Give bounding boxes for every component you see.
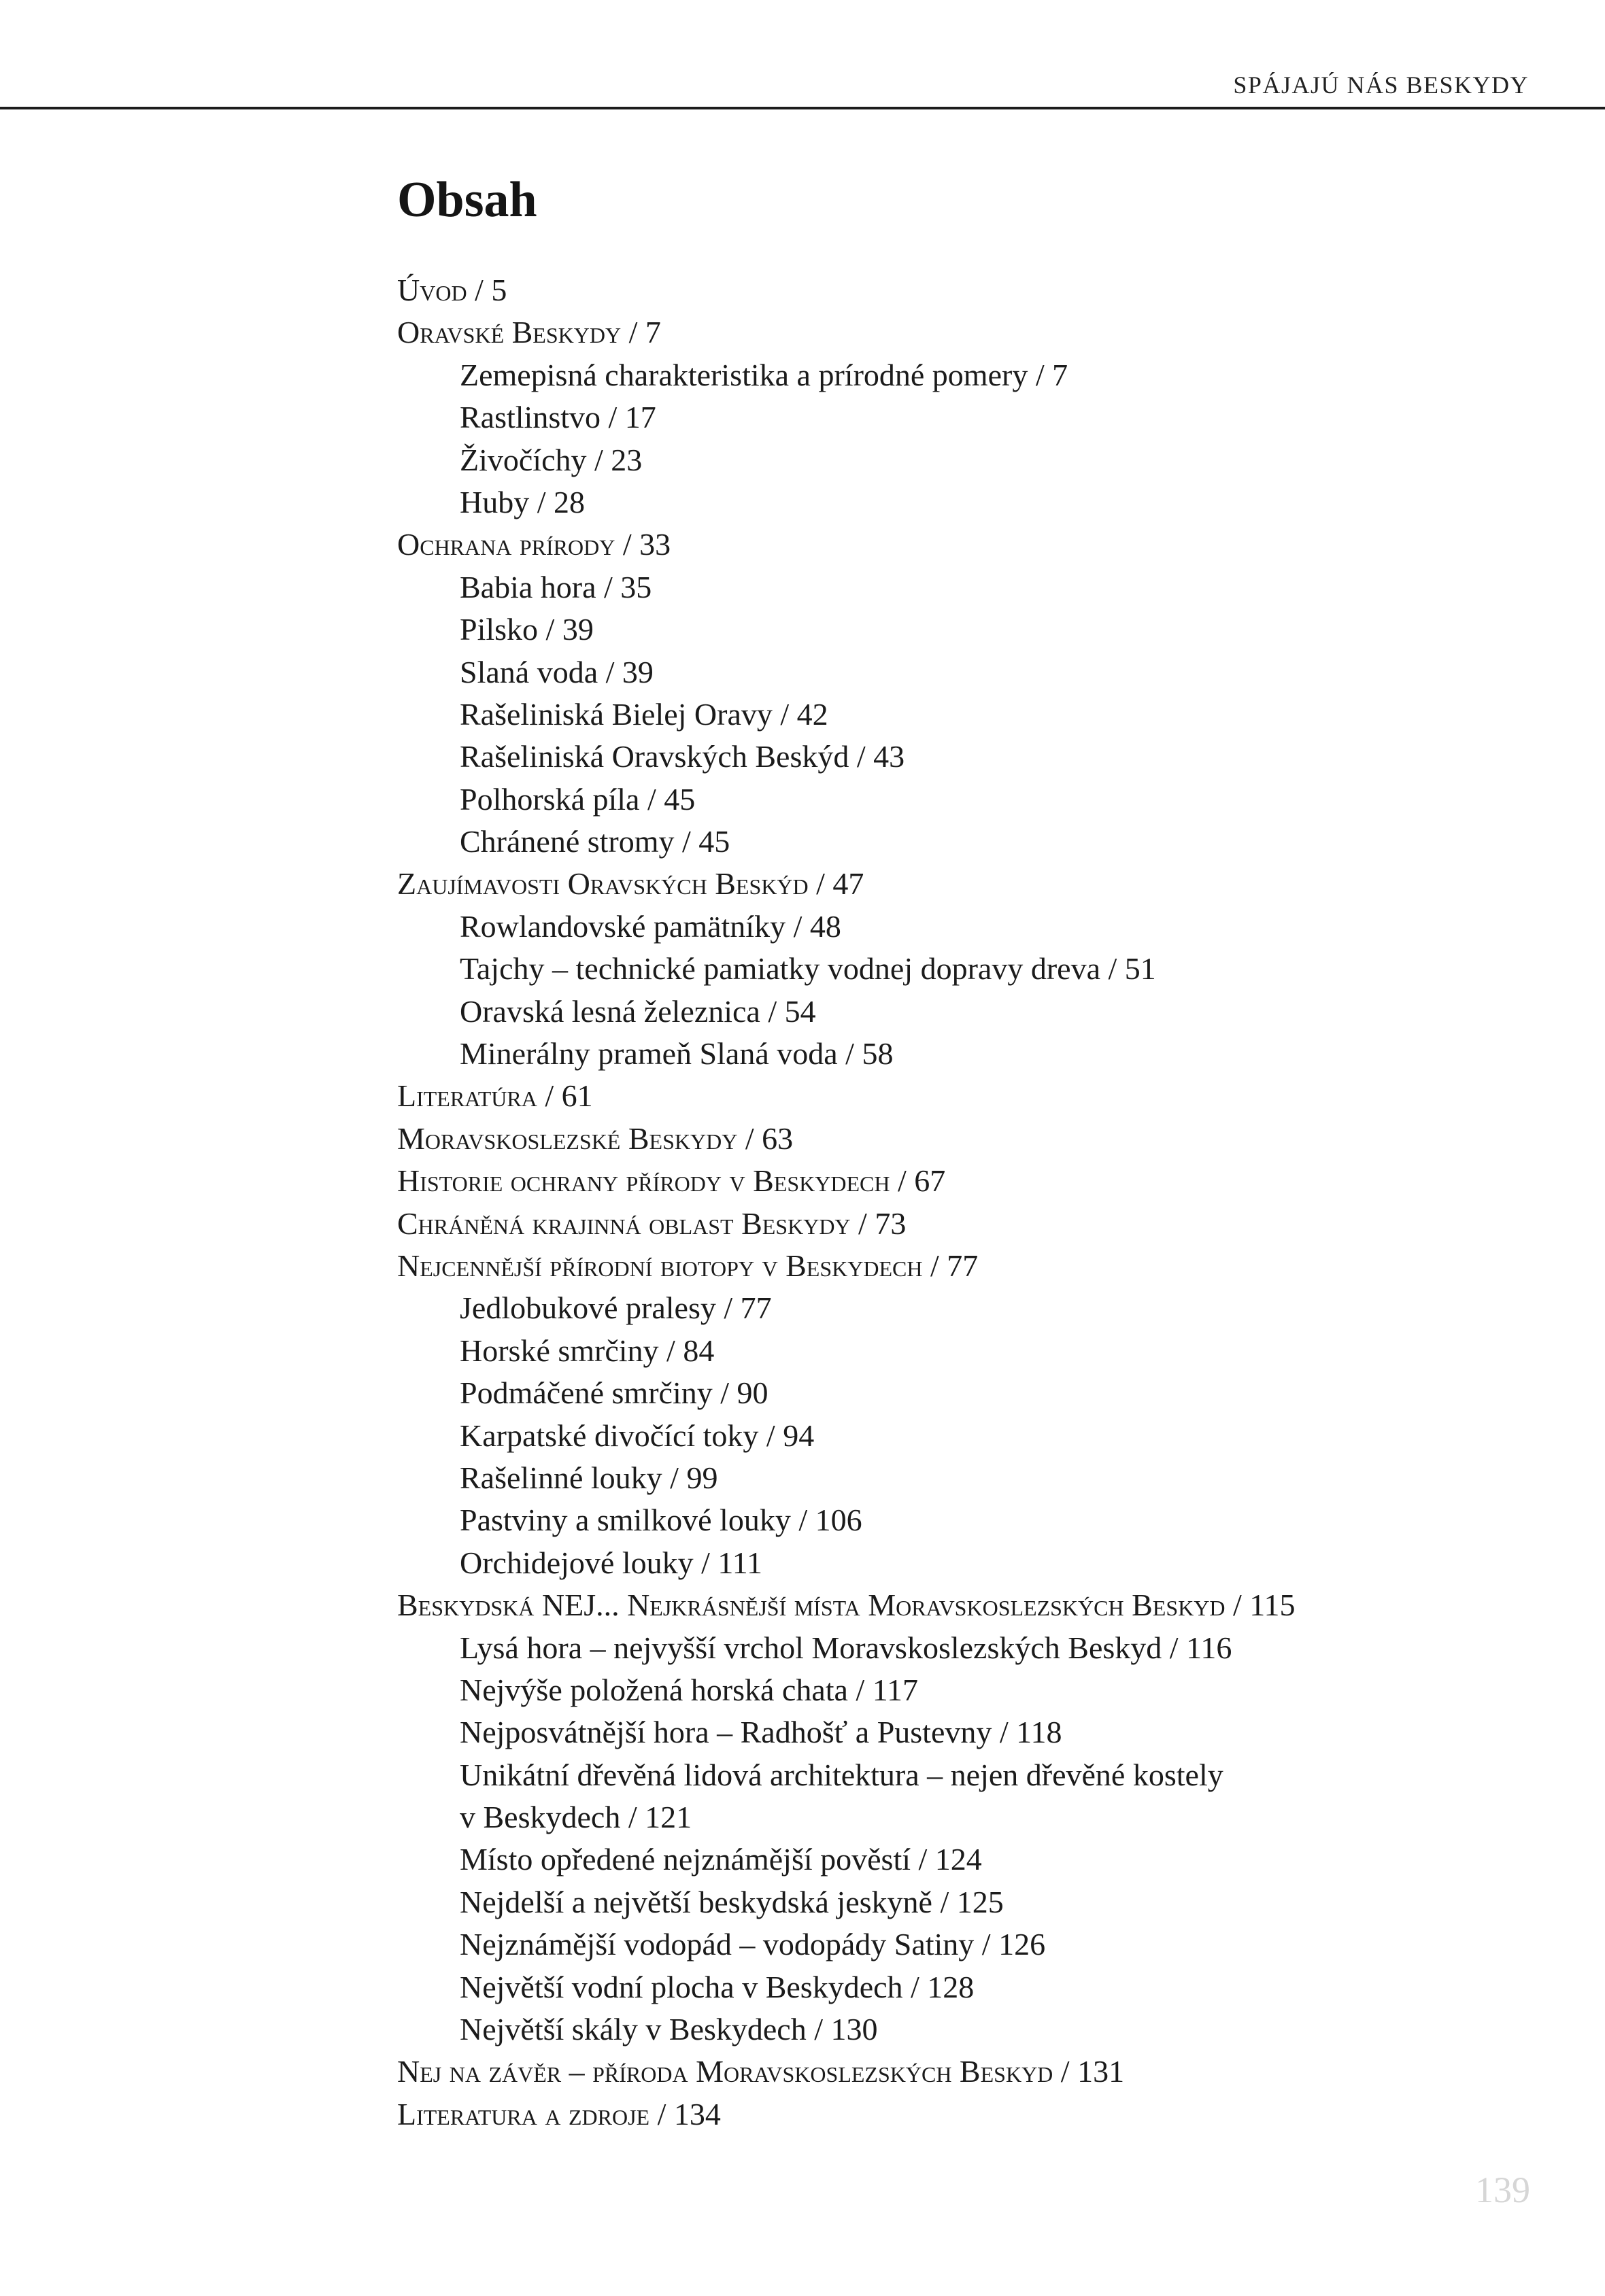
toc-chapter: Zaujímavosti Oravských Beskýd / 47	[397, 866, 864, 902]
toc-section: Rašelinné louky / 99	[460, 1460, 718, 1495]
header-rule	[0, 107, 1605, 109]
toc-chapter: Nej na závěr – příroda Moravskoslezských Beskyd / 131	[397, 2054, 1125, 2089]
toc-chapter: Úvod / 5	[397, 273, 507, 307]
page-header	[0, 0, 1605, 110]
toc-section: Slaná voda / 39	[460, 654, 654, 689]
toc-section: Jedlobukové pralesy / 77	[460, 1290, 772, 1326]
toc-section: Oravská lesná železnica / 54	[460, 993, 816, 1029]
toc-section: Rašeliniská Bielej Oravy / 42	[460, 696, 828, 732]
page-title: Obsah	[397, 172, 537, 228]
toc-section: Zemepisná charakteristika a prírodné pomery / 7	[460, 357, 1068, 392]
toc-section: Karpatské divočící toky / 94	[460, 1418, 815, 1453]
toc-chapter: Moravskoslezské Beskydy / 63	[397, 1120, 794, 1156]
page-number: 139	[1475, 2170, 1530, 2210]
toc-section: Huby / 28	[460, 484, 585, 519]
toc-section: Horské smrčiny / 84	[460, 1333, 715, 1368]
toc-chapter: Literatura a zdroje / 134	[397, 2096, 721, 2131]
toc-section: Místo opředené nejznámější pověstí / 124	[460, 1842, 982, 1877]
toc-section: Nejvýše položená horská chata / 117	[460, 1672, 919, 1707]
toc-section: Unikátní dřevěná lidová architektura – nejen dřevěné kostely	[460, 1757, 1223, 1792]
toc-section: Babia hora / 35	[460, 569, 652, 604]
toc-section: Rašeliniská Oravských Beskýd / 43	[460, 739, 905, 774]
toc-chapter: Historie ochrany přírody v Beskydech / 67	[397, 1163, 946, 1199]
toc-section: Polhorská píla / 45	[460, 781, 696, 817]
toc-chapter: Nejcennější přírodní biotopy v Beskydech / 77	[397, 1248, 979, 1283]
toc-section: Největší skály v Beskydech / 130	[460, 2012, 878, 2047]
running-title: SPÁJAJÚ NÁS BESKYDY	[1233, 71, 1529, 99]
toc-section: Nejposvátnější hora – Radhošť a Pustevny / 118	[460, 1715, 1062, 1750]
toc-section: Tajchy – technické pamiatky vodnej dopravy dreva / 51	[460, 951, 1156, 987]
toc-section: Nejdelší a největší beskydská jeskyně / 125	[460, 1884, 1004, 1919]
toc-section: Podmáčené smrčiny / 90	[460, 1375, 768, 1411]
toc-section: Nejznámější vodopád – vodopády Satiny / 126	[460, 1927, 1046, 1962]
toc-section: Lysá hora – nejvyšší vrchol Moravskoslezských Beskyd / 116	[460, 1630, 1232, 1665]
toc-chapter: Chráněná krajinná oblast Beskydy / 73	[397, 1205, 907, 1241]
toc-section: Rowlandovské pamätníky / 48	[460, 908, 841, 944]
toc-section: Živočíchy / 23	[460, 442, 643, 477]
toc-chapter: Ochrana prírody / 33	[397, 527, 671, 562]
toc-chapter: Oravské Beskydy / 7	[397, 315, 661, 350]
toc-chapter: Beskydská NEJ... Nejkrásnější místa Moravskoslezských Beskyd / 115	[397, 1588, 1296, 1623]
toc-section: Chránené stromy / 45	[460, 824, 730, 859]
toc-section: Rastlinstvo / 17	[460, 400, 656, 435]
toc-section: Minerálny prameň Slaná voda / 58	[460, 1036, 894, 1072]
toc-section: v Beskydech / 121	[460, 1800, 692, 1835]
toc-section: Největší vodní plocha v Beskydech / 128	[460, 1969, 975, 2004]
toc-section: Orchidejové louky / 111	[460, 1545, 762, 1580]
toc-section: Pilsko / 39	[460, 612, 594, 647]
table-of-contents	[397, 269, 1553, 2136]
toc-chapter: Literatúra / 61	[397, 1078, 593, 1114]
toc-section: Pastviny a smilkové louky / 106	[460, 1503, 862, 1538]
